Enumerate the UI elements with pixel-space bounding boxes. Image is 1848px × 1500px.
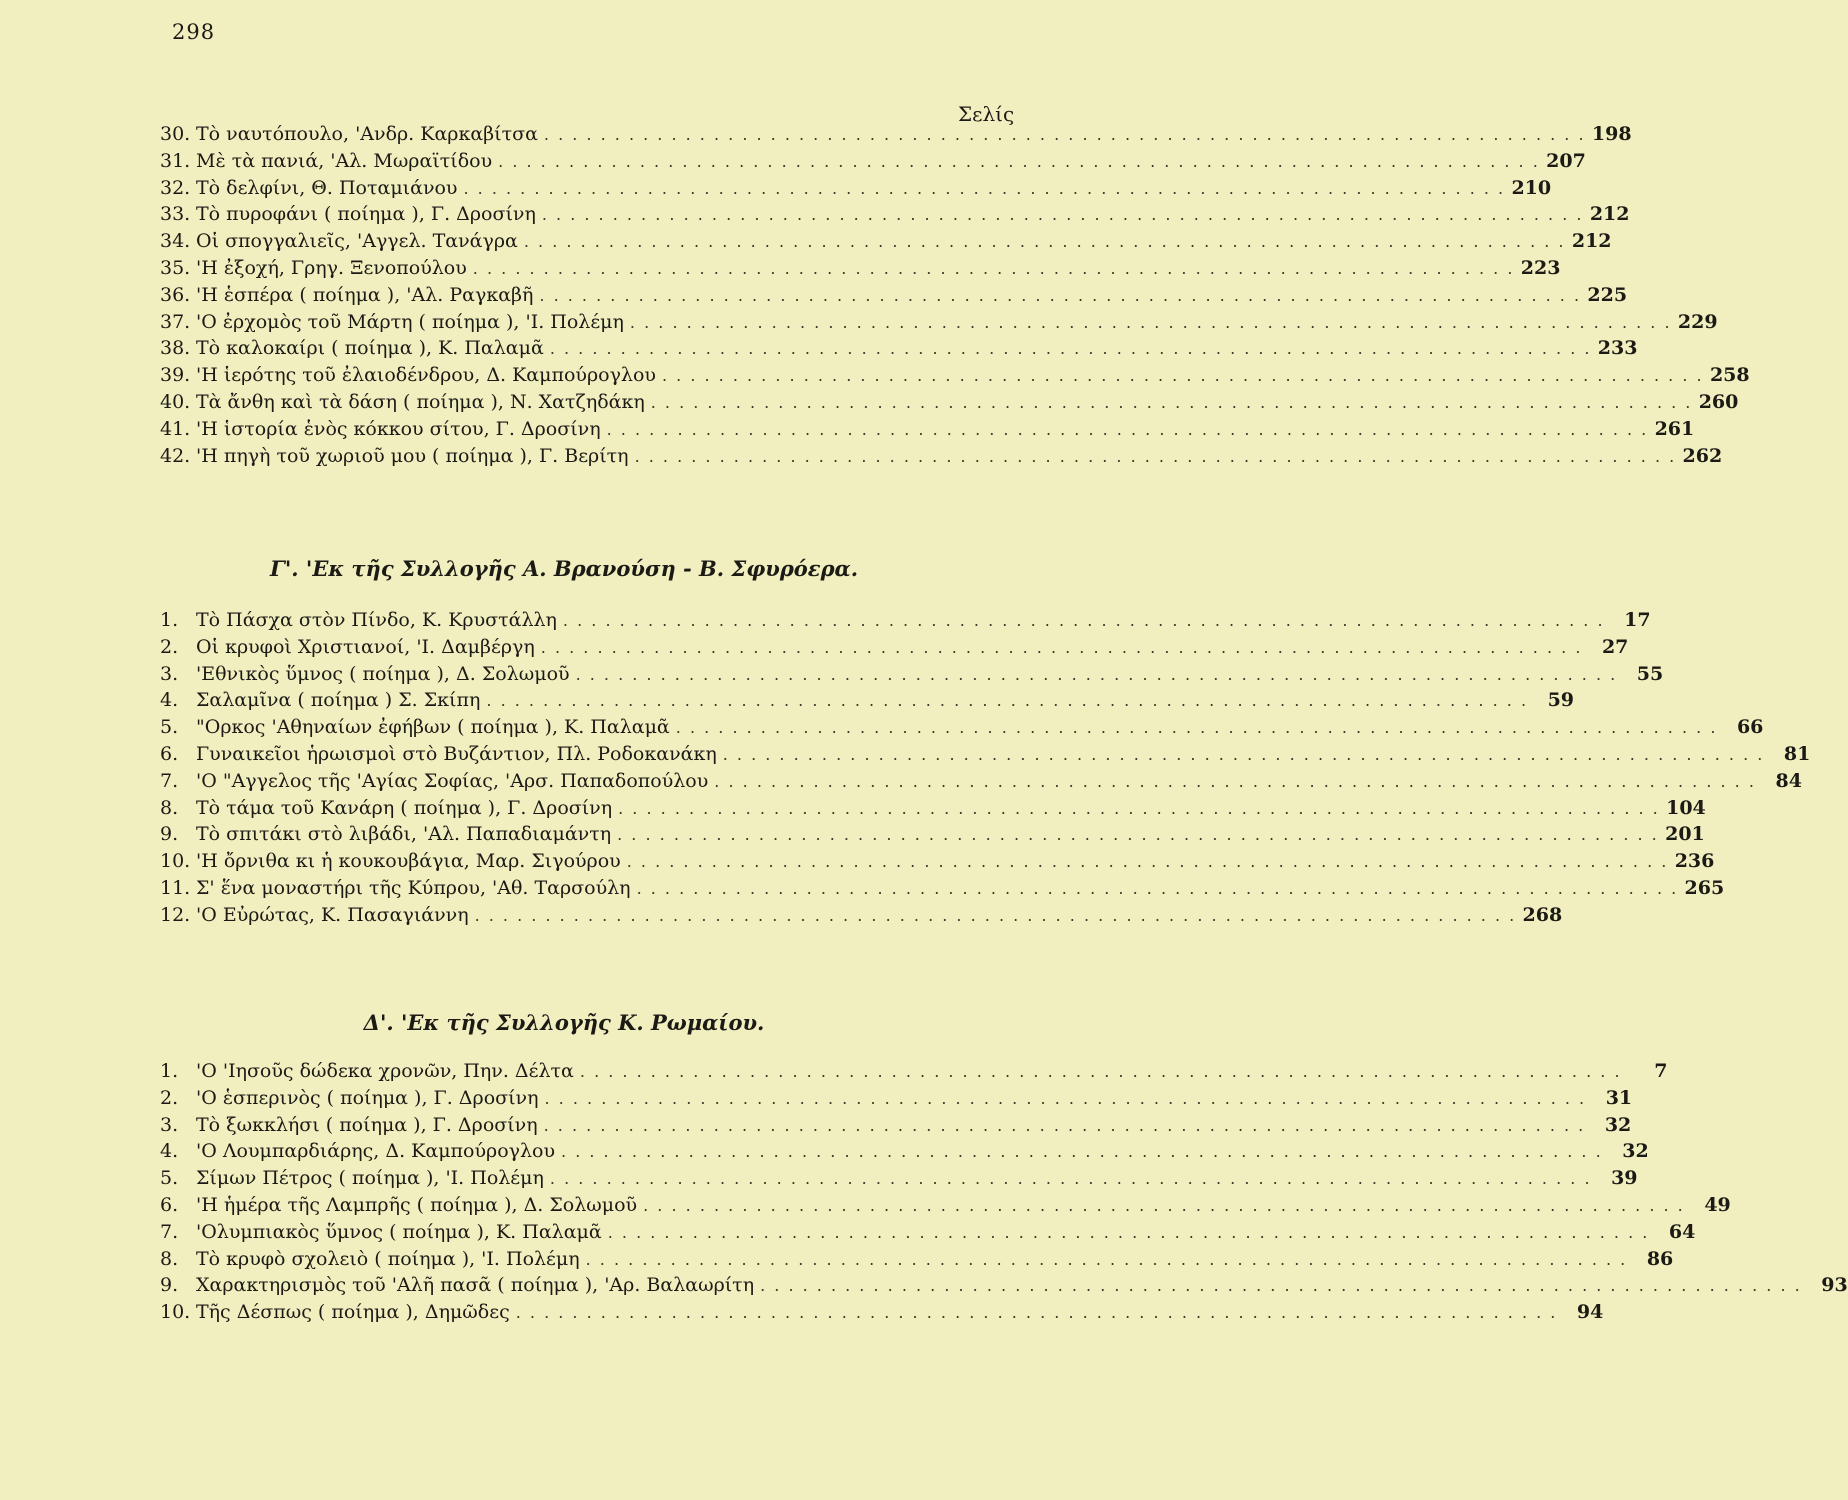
entry-number: 41. [160,417,191,440]
dot-leader [544,125,1586,144]
entry-title: Τὸ δελφίνι, Θ. Ποταμιάνου [196,176,458,199]
dot-leader [473,259,1515,278]
entry-title: Τὸ καλοκαίρι ( ποίημα ), Κ. Παλαμᾶ [196,337,544,360]
entry-title: 'Η πηγὴ τοῦ χωριοῦ μου ( ποίημα ), Γ. Βερίτη [196,444,629,467]
toc-entry [160,716,1764,743]
entry-page-number: 66 [1736,716,1764,739]
toc-entry [160,444,1723,472]
entry-page-number: 260 [1698,390,1739,413]
entry-page-number: 59 [1547,689,1575,712]
dot-leader [475,906,1517,925]
dot-leader [516,1303,1558,1322]
entry-page-number: 55 [1636,662,1664,685]
entry-page-number: 81 [1783,742,1811,765]
toc-entry [160,850,1715,877]
entry-page-number: 262 [1682,444,1723,467]
entry-number: 34. [160,230,191,253]
entry-title: Σ' ἕνα μοναστήρι τῆς Κύπρου, 'Αθ. Ταρσούλη [196,876,631,899]
toc-entry [160,796,1706,824]
dot-leader [544,1116,1586,1135]
entry-number: 11. [160,876,191,899]
toc-entry [160,230,1612,257]
entry-page-number: 64 [1668,1220,1696,1243]
dot-leader [563,611,1605,630]
entry-title: 'Η ἱστορία ἑνὸς κόκκου σίτου, Γ. Δροσίνη [196,417,601,440]
entry-page-number: 261 [1654,417,1695,440]
toc-list [160,123,1750,471]
dot-leader [561,1142,1603,1161]
toc-entry [160,364,1750,391]
entry-title: 'Ολυμπιακὸς ὕμνος ( ποίημα ), Κ. Παλαμᾶ [196,1220,602,1243]
entry-number: 35. [160,256,191,279]
toc-entry [160,1113,1632,1141]
entry-page-number: 94 [1576,1301,1604,1324]
entry-number: 1. [160,1060,179,1082]
entry-number: 32. [160,176,191,199]
entry-number: 3. [160,662,179,685]
toc-list [160,609,1811,931]
entry-title: Τὸ ναυτόπουλο, 'Ανδρ. Καρκαβίτσα [196,123,538,145]
toc-entry [160,283,1628,311]
entry-page-number: 229 [1677,310,1718,333]
entry-title: Γυναικεῖοι ἡρωισμοὶ στὸ Βυζάντιον, Πλ. Ροδοκανάκη [196,742,717,765]
entry-number: 2. [160,635,179,658]
entry-number: 9. [160,1274,179,1297]
toc-entry [160,1140,1649,1167]
toc-entry [160,390,1739,418]
dot-leader [542,205,1584,224]
entry-title: 'Ο "Αγγελος τῆς 'Αγίας Σοφίας, 'Αρσ. Παπαδοπούλου [196,769,709,792]
dot-leader [545,1089,1587,1108]
dot-leader [630,313,1672,332]
entry-title: 'Η ἡμέρα τῆς Λαμπρῆς ( ποίημα ), Δ. Σολωμοῦ [196,1193,638,1216]
entry-page-number: 207 [1546,149,1586,172]
page-number: 298 [172,20,216,44]
dot-leader [541,638,1583,657]
entry-title: Τὸ πυροφάνι ( ποίημα ), Γ. Δροσίνη [196,203,536,226]
entry-page-number: 210 [1511,176,1552,199]
dot-leader [576,665,1618,684]
dot-leader [637,879,1679,898]
toc-entry [160,310,1718,338]
entry-page-number: 104 [1666,796,1706,819]
entry-page-number: 268 [1522,903,1563,926]
entry-page-number: 39 [1611,1167,1638,1190]
dot-leader [643,1196,1685,1215]
entry-title: 'Η ἱερότης τοῦ ἐλαιοδένδρου, Δ. Καμπούρογλου [196,364,656,387]
dot-leader [539,286,1581,305]
entry-number: 7. [160,769,179,792]
dot-leader [617,825,1659,844]
entry-number: 6. [160,1193,179,1216]
toc-list [160,1060,1848,1328]
entry-title: Σίμων Πέτρος ( ποίημα ), 'Ι. Πολέμη [196,1167,544,1190]
entry-number: 30. [160,123,191,145]
dot-leader [550,339,1592,358]
toc-entry [160,823,1705,850]
entry-number: 7. [160,1220,179,1243]
entry-number: 10. [160,1301,191,1324]
entry-title: 'Ο Λουμπαρδιάρης, Δ. Καμπούρογλου [196,1140,556,1163]
entry-number: 4. [160,1140,179,1163]
entry-number: 33. [160,203,191,226]
entry-number: 31. [160,149,191,172]
entry-number: 10. [160,850,191,873]
dot-leader [486,691,1528,710]
toc-entry [160,689,1575,716]
entry-title: Τῆς Δέσπως ( ποίημα ), Δημῶδες [196,1301,510,1324]
dot-leader [586,1250,1628,1269]
entry-number: 8. [160,796,179,819]
dot-leader [618,799,1660,818]
entry-number: 2. [160,1086,179,1109]
dot-leader [524,232,1566,251]
entry-title: 'Ο ἑσπερινὸς ( ποίημα ), Γ. Δροσίνη [196,1086,539,1109]
entry-page-number: 17 [1624,609,1651,631]
entry-title: "Ορκος 'Αθηναίων ἐφήβων ( ποίημα ), Κ. Παλαμᾶ [196,716,670,739]
entry-page-number: 49 [1704,1193,1731,1216]
dot-leader [463,179,1505,198]
entry-page-number: 233 [1597,337,1638,360]
entry-page-number: 84 [1775,769,1802,792]
entry-number: 9. [160,823,179,846]
toc-entry [160,1247,1674,1275]
entry-number: 3. [160,1113,179,1136]
entry-title: Τὸ κρυφὸ σχολειὸ ( ποίημα ), 'Ι. Πολέμη [196,1247,580,1270]
toc-entry [160,123,1632,150]
entry-page-number: 201 [1665,823,1705,846]
entry-title: Μὲ τὰ πανιά, 'Αλ. Μωραϊτίδου [196,149,493,172]
entry-title: Σαλαμῖνα ( ποίημα ) Σ. Σκίπη [196,689,481,712]
entry-page-number: 32 [1622,1140,1649,1163]
entry-number: 5. [160,716,179,739]
entry-title: Τὸ σπιτάκι στὸ λιβάδι, 'Αλ. Παπαδιαμάντη [196,823,612,846]
entry-page-number: 198 [1591,123,1632,145]
entry-number: 6. [160,742,179,765]
entry-title: 'Ο ἐρχομὸς τοῦ Μάρτη ( ποίημα ), 'Ι. Πολέμη [196,310,624,333]
entry-page-number: 258 [1709,364,1750,387]
dot-leader [723,745,1765,764]
entry-number: 39. [160,364,191,387]
section-heading: Δ'. 'Εκ τῆς Συλλογῆς Κ. Ρωμαίου. [363,1010,765,1035]
toc-entry [160,742,1811,770]
toc-entry [160,176,1552,204]
toc-entry [160,903,1563,931]
dot-leader [676,718,1718,737]
toc-entry [160,635,1629,663]
entry-title: Οἱ κρυφοὶ Χριστιανοί, 'Ι. Δαμβέργη [196,635,535,658]
entry-title: Τὸ ξωκκλήσι ( ποίημα ), Γ. Δροσίνη [196,1113,538,1136]
toc-entry [160,662,1664,690]
toc-entry [160,609,1651,636]
entry-number: 4. [160,689,179,712]
entry-title: 'Εθνικὸς ὕμνος ( ποίημα ), Δ. Σολωμοῦ [196,662,570,685]
entry-number: 37. [160,310,191,333]
page-column-header: Σελίς [958,102,1015,126]
toc-entry [160,769,1802,797]
entry-page-number: 265 [1684,876,1725,899]
toc-entry [160,1060,1668,1087]
entry-title: 'Ο Εὐρώτας, Κ. Πασαγιάννη [196,903,469,926]
entry-number: 1. [160,609,179,631]
toc-entry [160,1193,1731,1221]
entry-title: Οἱ σπογγαλιεῖς, 'Αγγελ. Τανάγρα [196,230,518,253]
toc-entry [160,1220,1696,1248]
entry-title: 'Η ὄρνιθα κι ἡ κουκουβάγια, Μαρ. Σιγούρου [196,850,621,873]
entry-number: 42. [160,444,191,467]
dot-leader [651,393,1693,412]
entry-page-number: 31 [1605,1086,1633,1109]
toc-entry [160,417,1695,445]
entry-number: 38. [160,337,191,360]
dot-leader [662,366,1704,385]
dot-leader [550,1169,1592,1188]
entry-title: Τὸ τάμα τοῦ Κανάρη ( ποίημα ), Γ. Δροσίνη [196,796,613,819]
dot-leader [635,447,1677,466]
toc-entry [160,256,1561,284]
entry-page-number: 7 [1654,1060,1668,1082]
entry-number: 8. [160,1247,179,1270]
entry-title: 'Η ἐξοχή, Γρηγ. Ξενοπούλου [196,256,467,279]
entry-page-number: 32 [1604,1113,1632,1136]
toc-entry [160,1167,1638,1194]
dot-leader [760,1276,1802,1295]
entry-page-number: 212 [1589,203,1630,226]
entry-number: 36. [160,283,191,306]
dot-leader [608,1223,1650,1242]
entry-page-number: 27 [1601,635,1629,658]
dot-leader [627,852,1669,871]
entry-number: 12. [160,903,191,926]
entry-page-number: 225 [1587,283,1628,306]
toc-entry [160,149,1586,177]
entry-number: 5. [160,1167,179,1190]
section-heading: Γ'. 'Εκ τῆς Συλλογῆς Α. Βρανούση - Β. Σφυρόερα. [269,556,859,581]
toc-entry [160,1274,1848,1301]
entry-title: Τὰ ἄνθη καὶ τὰ δάση ( ποίημα ), Ν. Χατζηδάκη [196,390,645,413]
toc-entry [160,337,1638,364]
toc-entry [160,1301,1604,1328]
entry-title: 'Ο 'Ιησοῦς δώδεκα χρονῶν, Πην. Δέλτα [196,1060,574,1082]
entry-page-number: 223 [1520,256,1561,279]
entry-title: Χαρακτηρισμὸς τοῦ 'Αλῆ πασᾶ ( ποίημα ), 'Αρ. Βαλαωρίτη [196,1274,755,1297]
toc-entry [160,203,1630,230]
toc-entry [160,1086,1633,1114]
entry-page-number: 93 [1821,1274,1848,1297]
entry-title: 'Η ἑσπέρα ( ποίημα ), 'Αλ. Ραγκαβῆ [196,283,534,306]
dot-leader [580,1062,1622,1081]
dot-leader [607,420,1649,439]
entry-title: Τὸ Πάσχα στὸν Πίνδο, Κ. Κρυστάλλη [196,609,557,631]
toc-entry [160,876,1725,904]
entry-page-number: 236 [1674,850,1715,873]
dot-leader [498,152,1540,171]
entry-page-number: 212 [1571,230,1612,253]
entry-page-number: 86 [1646,1247,1674,1270]
dot-leader [714,772,1756,791]
entry-number: 40. [160,390,191,413]
